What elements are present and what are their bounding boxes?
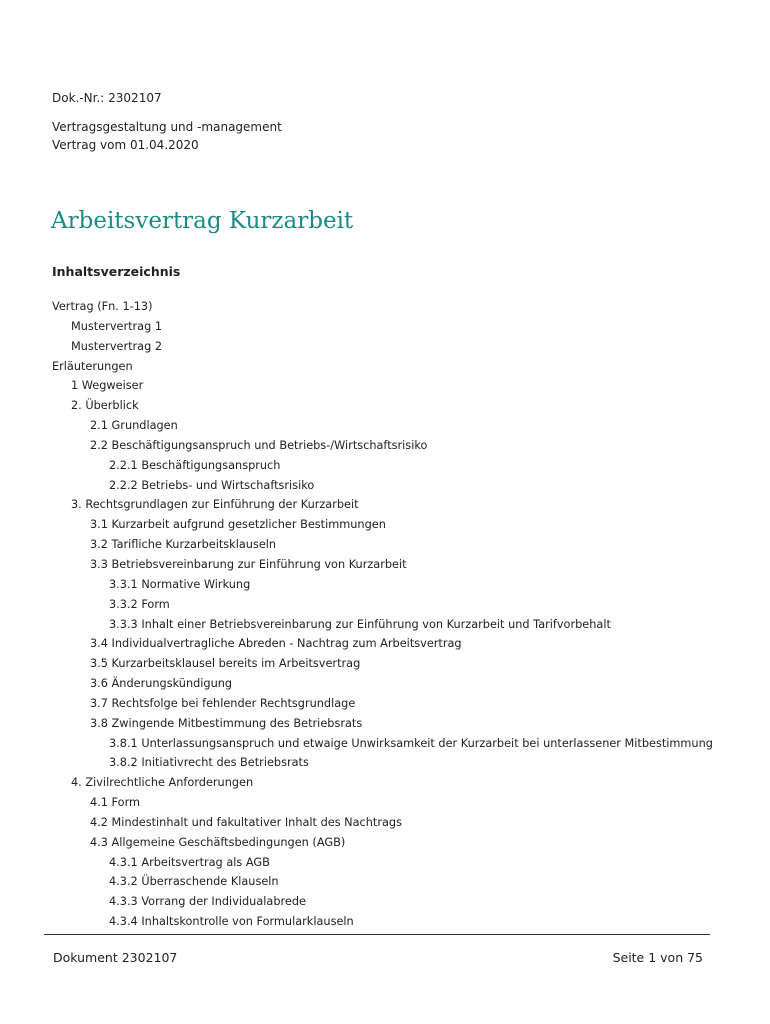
toc-entry[interactable]: 3.8 Zwingende Mitbestimmung des Betriebsrats xyxy=(90,716,363,730)
toc-entry[interactable]: Mustervertrag 2 xyxy=(71,339,163,353)
toc-entry[interactable]: 4. Zivilrechtliche Anforderungen xyxy=(71,776,254,790)
document-category: Vertragsgestaltung und -management xyxy=(52,120,282,134)
toc-entry[interactable]: 4.3 Allgemeine Geschäftsbedingungen (AGB) xyxy=(90,835,346,849)
footer-page-number: Seite 1 von 75 xyxy=(612,950,703,965)
toc-entry[interactable]: 3. Rechtsgrundlagen zur Einführung der Kurzarbeit xyxy=(71,498,359,512)
toc-entry[interactable]: 2.2 Beschäftigungsanspruch und Betriebs-/Wirtschaftsrisiko xyxy=(90,438,428,452)
toc-entry[interactable]: 3.2 Tarifliche Kurzarbeitsklauseln xyxy=(90,538,277,552)
toc-entry[interactable]: 3.3.2 Form xyxy=(109,597,170,611)
toc-entry[interactable]: Vertrag (Fn. 1-13) xyxy=(52,300,153,313)
toc-entry[interactable]: 4.3.1 Arbeitsvertrag als AGB xyxy=(109,855,270,869)
toc-entry[interactable]: 3.4 Individualvertragliche Abreden - Nachtrag zum Arbeitsvertrag xyxy=(90,637,462,651)
toc-entry[interactable]: 3.5 Kurzarbeitsklausel bereits im Arbeitsvertrag xyxy=(90,657,361,671)
contract-date: Vertrag vom 01.04.2020 xyxy=(52,138,199,152)
toc-entry[interactable]: 4.3.3 Vorrang der Individualabrede xyxy=(109,895,306,909)
footer-divider xyxy=(44,934,710,935)
toc-entry[interactable]: 3.6 Änderungskündigung xyxy=(90,677,233,691)
toc-entry[interactable]: 3.8.1 Unterlassungsanspruch und etwaige Unwirksamkeit der Kurzarbeit bei unterlassener Mitbestimmung xyxy=(109,736,713,750)
toc-entry[interactable]: 4.3.4 Inhaltskontrolle von Formularklauseln xyxy=(109,915,354,929)
toc-entry[interactable]: 2.2.2 Betriebs- und Wirtschaftsrisiko xyxy=(109,478,315,492)
toc-entry[interactable]: 4.2 Mindestinhalt und fakultativer Inhalt des Nachtrags xyxy=(90,815,402,829)
toc-entry[interactable]: 1 Wegweiser xyxy=(71,379,144,393)
footer-document-number: Dokument 2302107 xyxy=(53,950,178,965)
toc-entry[interactable]: 2. Überblick xyxy=(71,399,139,413)
toc-entry[interactable]: Mustervertrag 1 xyxy=(71,319,163,333)
toc-entry[interactable]: 3.3.1 Normative Wirkung xyxy=(109,577,251,591)
toc-entry[interactable]: 2.2.1 Beschäftigungsanspruch xyxy=(109,458,281,472)
toc-entry[interactable]: 4.3.2 Überraschende Klauseln xyxy=(109,875,279,889)
toc-entry[interactable]: 3.3.3 Inhalt einer Betriebsvereinbarung zur Einführung von Kurzarbeit und Tarifvorbehalt xyxy=(109,617,611,631)
toc-heading: Inhaltsverzeichnis xyxy=(52,264,181,279)
toc-entry[interactable]: 3.1 Kurzarbeit aufgrund gesetzlicher Bestimmungen xyxy=(90,518,386,532)
document-title: Arbeitsvertrag Kurzarbeit xyxy=(51,208,354,234)
toc-entry[interactable]: 2.1 Grundlagen xyxy=(90,419,178,433)
toc-entry[interactable]: Erläuterungen xyxy=(52,359,133,373)
document-number: Dok.-Nr.: 2302107 xyxy=(52,91,162,105)
toc-entry[interactable]: 4.1 Form xyxy=(90,796,141,810)
table-of-contents xyxy=(52,297,752,932)
toc-entry[interactable]: 3.3 Betriebsvereinbarung zur Einführung von Kurzarbeit xyxy=(90,557,407,571)
toc-entry[interactable]: 3.7 Rechtsfolge bei fehlender Rechtsgrundlage xyxy=(90,696,356,710)
toc-entry[interactable]: 3.8.2 Initiativrecht des Betriebsrats xyxy=(109,756,309,770)
